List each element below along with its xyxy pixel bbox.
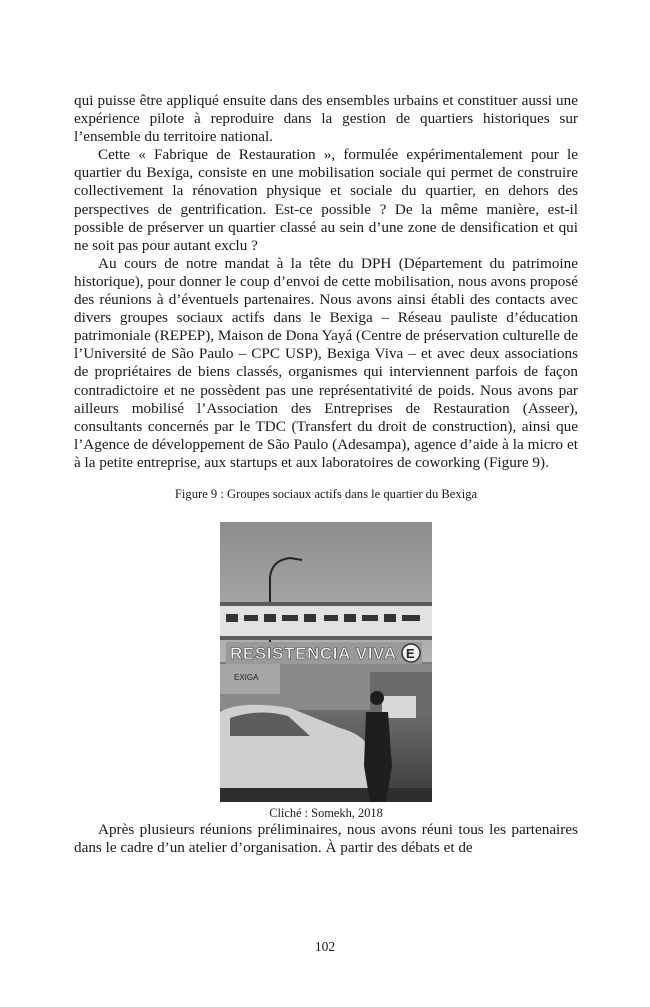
banner-text: RESISTENCIA VIVA: [230, 643, 396, 663]
paragraph-3: Au cours de notre mandat à la tête du DPH (Département du patrimoine historique), pour donner le coup d’envoi de cette mobilisation, nous avons proposé des réunions à d’éventuels partenaires. Nous avons ainsi établi des contacts avec divers groupes sociaux actifs dans le Bexiga – Réseau pauliste d’éducation patrimoniale (REPEP), Maison de Dona Yayá (Centre de préservation culturelle de l’Université de São Paulo – CPC USP), Bexiga Viva – et avec deux associations de propriétaires de biens classés, organismes qui interviennent parfois de façon contradictoire et ne possèdent pas une représentativité de poids. Nous avons par ailleurs mobilisé l’Association des Entreprises de Restauration (Asseer), consultants concernés par le TDC (Transfert du droit de construction), ainsi que l’Agence de développement de São Paulo (Adesampa), agence d’aide à la micro et à la petite entreprise, aux startups et aux laboratoires de coworking (Figure 9).: [74, 254, 578, 471]
sky: [220, 522, 432, 662]
shop-sign: EXIGA: [234, 672, 259, 682]
paragraph-1: qui puisse être appliqué ensuite dans des ensembles urbains et constituer aussi une expérience pilote à reproduire dans la gestion de quartiers historiques sur l’ensemble du territoire national.: [74, 92, 578, 146]
paragraph-4: Après plusieurs réunions préliminaires, nous avons réuni tous les partenaires dans le cadre d’un atelier d’organisation. À partir des débats et de: [74, 820, 578, 857]
figure-credit: Cliché : Somekh, 2018: [269, 805, 383, 820]
banner-circle-letter: E: [406, 645, 415, 661]
figure-photo: [220, 522, 432, 802]
paragraph-2: Cette « Fabrique de Restauration », formulée expérimentalement pour le quartier du Bexiga, consiste en une mobilisation sociale qui permet de construire collectivement la rénovation physique et sociale du quartier, en dehors des perspectives de gentrification. Est-ce possible ? De la même manière, est-il possible de préserver un quartier classé au sein d’une zone de densification et qui ne soit pas pour autant exclu ?: [74, 146, 578, 254]
page-number: 102: [314, 939, 336, 954]
figure-caption: Figure 9 : Groupes sociaux actifs dans le quartier du Bexiga: [174, 486, 478, 501]
page-content: [74, 92, 578, 857]
